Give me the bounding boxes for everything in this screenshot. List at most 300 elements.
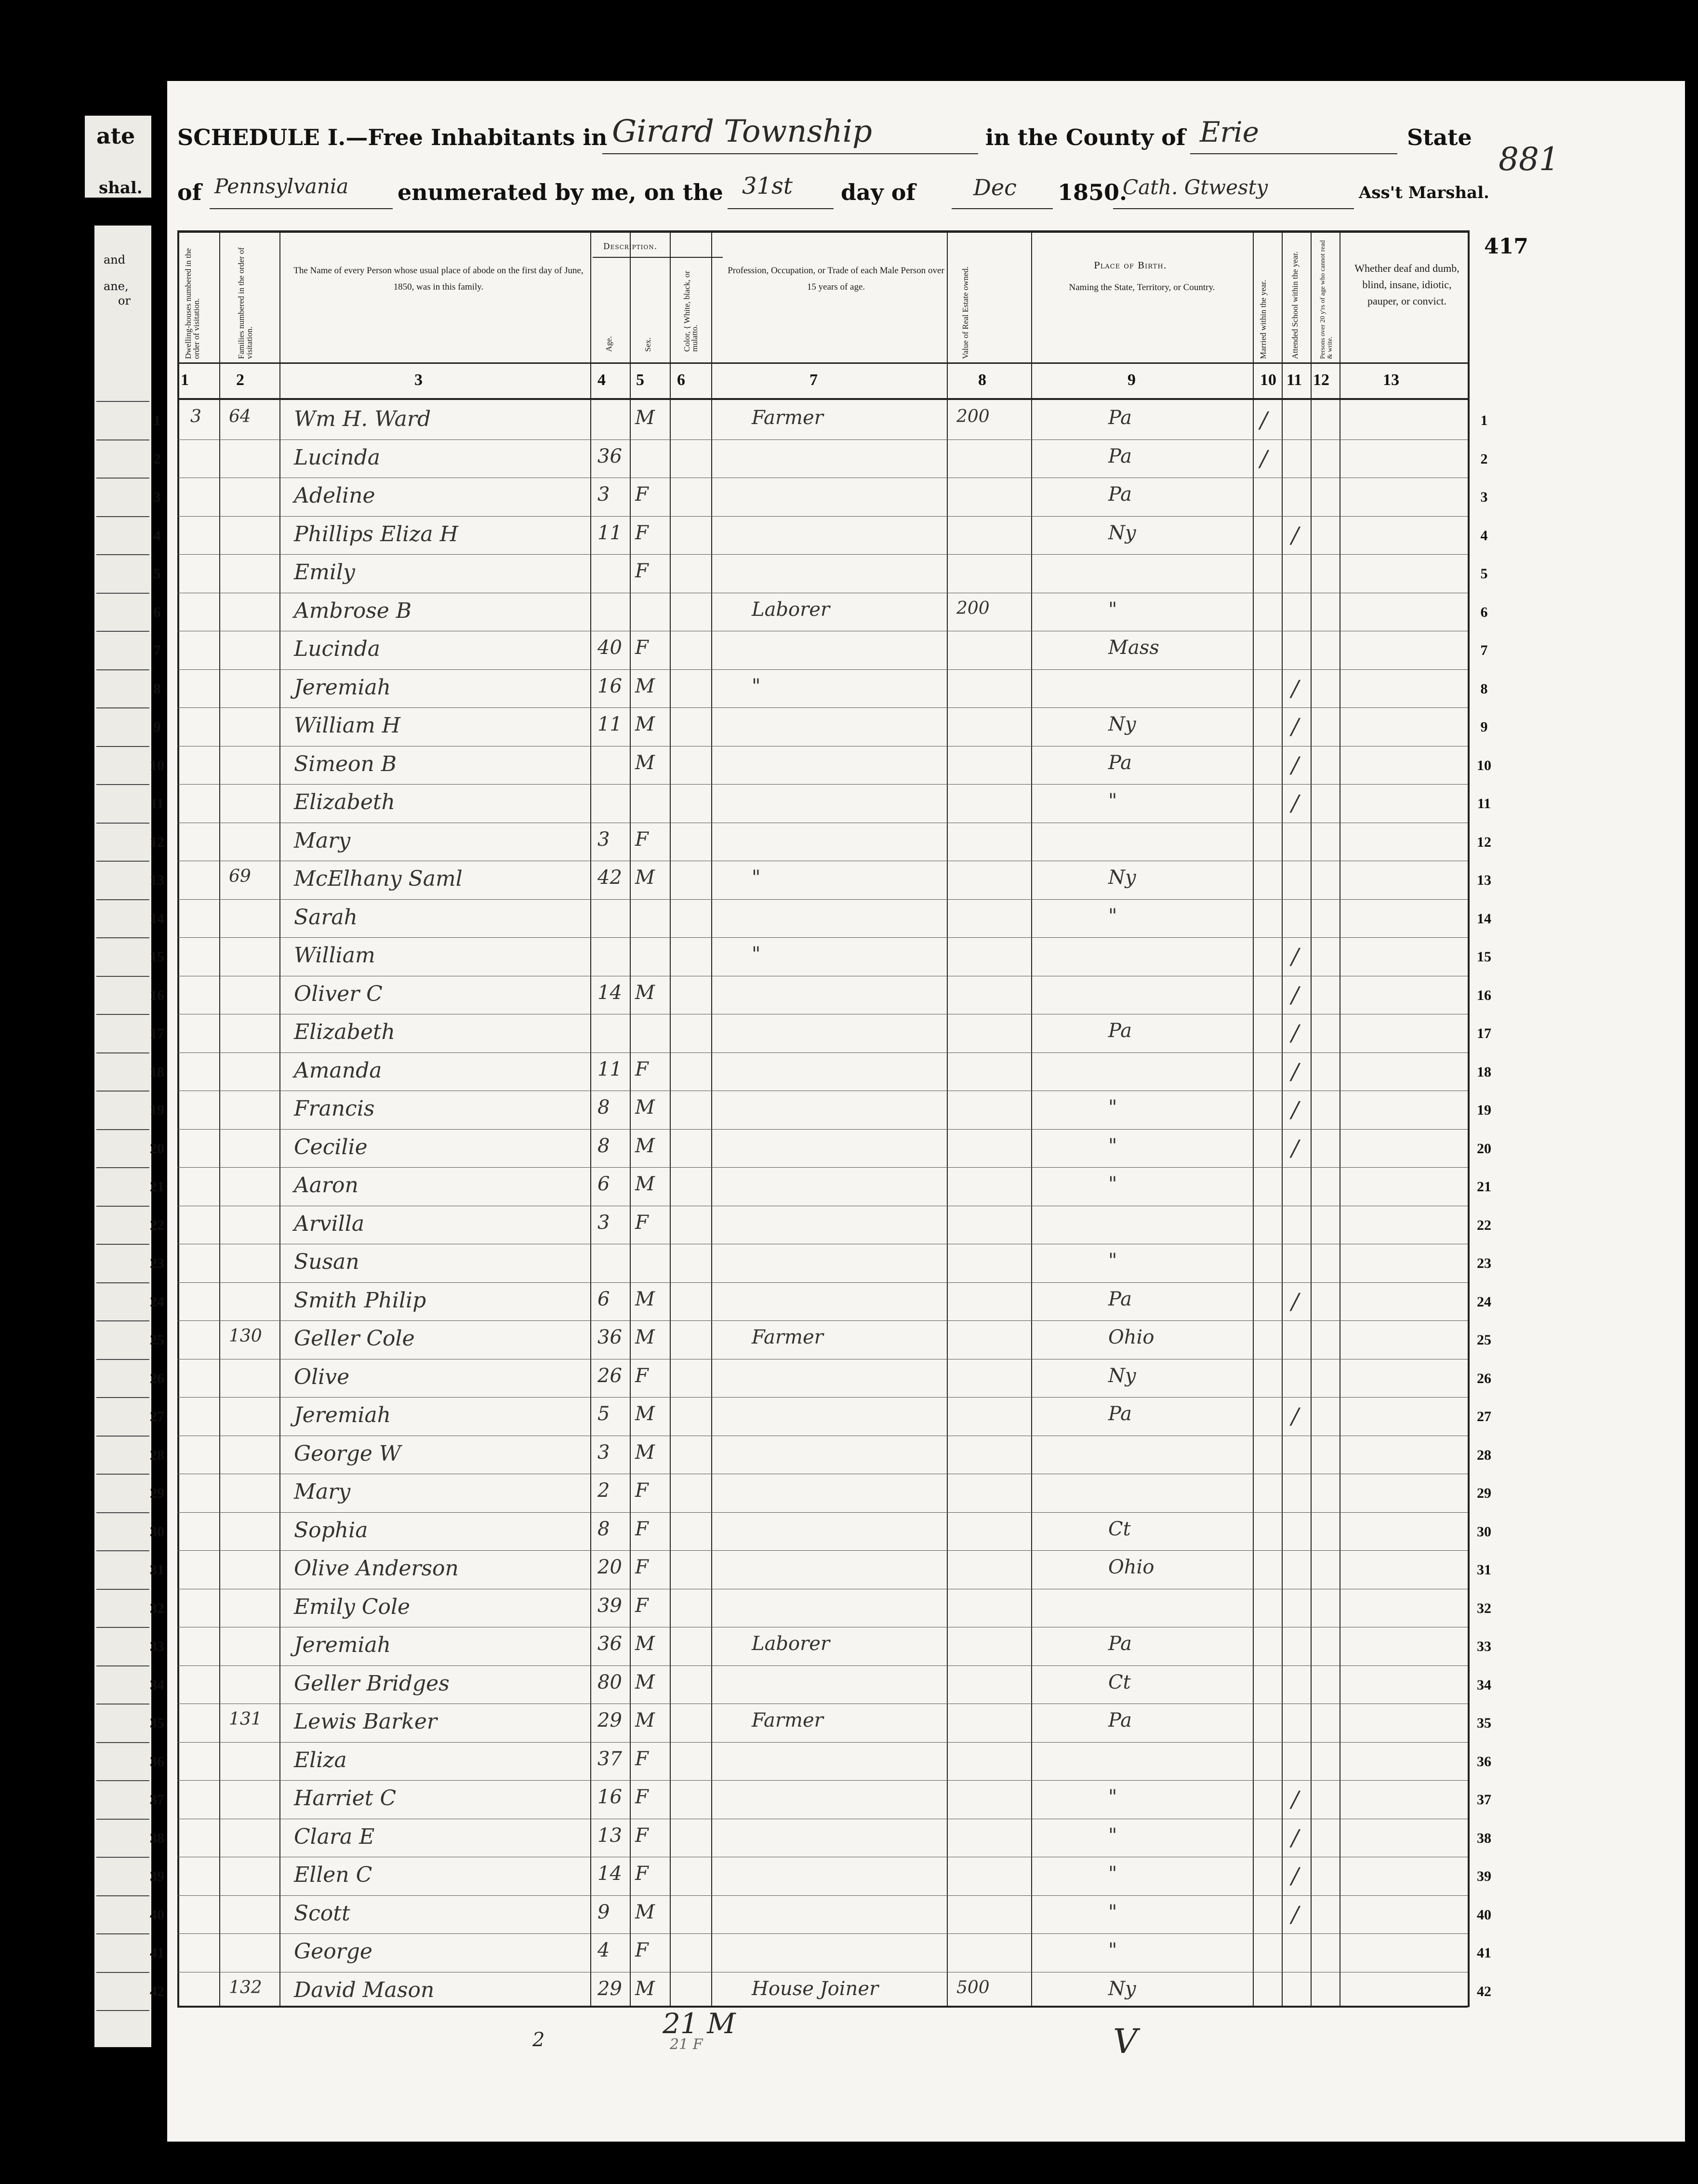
cell-birth: Ny (1108, 866, 1136, 889)
cell-sex: F (635, 1594, 649, 1617)
colnum-bottom-rule (177, 398, 1468, 400)
strip-rule (96, 1857, 149, 1858)
row-number-left: 18 (150, 1064, 164, 1080)
cell-birth: " (1108, 598, 1117, 621)
cell-name: Amanda (294, 1058, 382, 1083)
row-number-right: 16 (1477, 987, 1491, 1003)
row-number-left: 33 (150, 1638, 164, 1654)
day-label: day of (841, 179, 916, 205)
cell-name: Emily (294, 560, 355, 585)
cell-name: George W (294, 1441, 401, 1466)
cell-name: William H (294, 713, 401, 738)
cell-sex: F (635, 637, 649, 659)
left-margin-top-text: ate (96, 123, 135, 149)
cell-occupation: Farmer (752, 1709, 823, 1731)
row-number-left: 40 (150, 1906, 164, 1923)
row-rule (177, 1512, 1468, 1513)
column-rule (630, 230, 631, 2007)
row-number-left: 11 (150, 796, 164, 812)
row-rule (177, 1397, 1468, 1398)
row-rule (177, 1780, 1468, 1781)
cell-school: / (1291, 1020, 1299, 1046)
cell-occupation: " (752, 675, 761, 697)
cell-age: 36 (597, 1633, 622, 1655)
strip-rule (96, 899, 149, 900)
of-label: of (177, 179, 202, 205)
cell-birth: Pa (1108, 1709, 1132, 1731)
col-2-header: Families numbered in the order of visitation. (237, 247, 254, 359)
cell-sex: F (635, 483, 649, 506)
row-number-right: 20 (1477, 1140, 1491, 1157)
row-number-left: 22 (150, 1217, 164, 1233)
row-number-left: 36 (150, 1753, 164, 1770)
row-number-left: 9 (153, 719, 161, 735)
strip-rule (96, 1282, 149, 1283)
cell-age: 3 (597, 1211, 610, 1234)
cell-age: 14 (597, 981, 622, 1004)
cell-age: 29 (597, 1977, 622, 2000)
row-rule (177, 1933, 1468, 1934)
row-number-left: 38 (150, 1830, 164, 1846)
column-rule (590, 230, 591, 2007)
cell-age: 3 (597, 1441, 610, 1464)
col-13-header: Whether deaf and dumb, blind, insane, idiotic, pauper, or convict. (1354, 262, 1459, 307)
cell-birth: " (1108, 1863, 1117, 1885)
cell-birth: " (1108, 1824, 1117, 1847)
cell-name: Elizabeth (294, 790, 395, 814)
row-number-right: 6 (1480, 604, 1488, 620)
cell-name: Ellen C (294, 1863, 372, 1887)
row-rule (177, 1282, 1468, 1283)
row-rule (177, 1742, 1468, 1743)
strip-rule (96, 669, 149, 670)
strip-rule (96, 1014, 149, 1015)
strip-rule (96, 1933, 149, 1934)
column-number-6: 6 (677, 371, 685, 389)
row-number-left: 5 (153, 566, 161, 582)
cell-school: / (1291, 1824, 1299, 1851)
cell-age: 37 (597, 1747, 622, 1770)
row-number-left: 26 (150, 1370, 164, 1386)
cell-birth: Pa (1108, 1020, 1132, 1042)
cell-age: 16 (597, 675, 622, 697)
cell-name: Clara E (294, 1824, 375, 1849)
row-rule (177, 439, 1468, 440)
row-number-left: 12 (150, 834, 164, 850)
cell-age: 36 (597, 445, 622, 467)
cell-sex: M (635, 1288, 655, 1310)
row-number-right: 15 (1477, 949, 1491, 965)
column-number-9: 9 (1128, 371, 1136, 389)
column-number-10: 10 (1260, 371, 1276, 389)
row-number-left: 14 (150, 910, 164, 927)
cell-name: Olive Anderson (294, 1556, 459, 1581)
row-number-left: 41 (150, 1945, 164, 1961)
strip-rule (96, 516, 149, 517)
cell-sex: F (635, 828, 649, 851)
cell-name: George (294, 1939, 372, 1964)
row-number-right: 3 (1480, 489, 1488, 505)
cell-age: 2 (597, 1479, 610, 1502)
cell-school: / (1291, 1786, 1299, 1812)
strip-rule (96, 1129, 149, 1130)
row-number-right: 21 (1477, 1179, 1491, 1195)
cell-school: / (1291, 790, 1299, 816)
cell-sex: F (635, 1364, 649, 1387)
row-number-left: 7 (153, 642, 161, 658)
cell-name: Scott (294, 1901, 350, 1926)
cell-age: 20 (597, 1556, 622, 1578)
strip-rule (96, 861, 149, 862)
census-sheet (167, 81, 1685, 2142)
cell-birth: " (1108, 1786, 1117, 1808)
cell-age: 8 (597, 1518, 610, 1540)
cell-name: Mary (294, 828, 351, 853)
cell-sex: M (635, 407, 655, 429)
row-rule (177, 1129, 1468, 1130)
strip-rule (96, 478, 149, 479)
cell-sex: M (635, 1901, 655, 1923)
cell-sex: M (635, 1134, 655, 1157)
row-number-left: 29 (150, 1485, 164, 1501)
col-8-header: Value of Real Estate owned. (961, 266, 970, 359)
column-number-3: 3 (414, 371, 423, 389)
cell-name: Susan (294, 1250, 359, 1274)
cell-name: Jeremiah (294, 675, 391, 700)
cell-age: 16 (597, 1786, 622, 1808)
row-number-left: 19 (150, 1102, 164, 1118)
cell-birth: " (1108, 1901, 1117, 1923)
cell-school: / (1291, 521, 1299, 548)
row-rule (177, 1895, 1468, 1896)
row-number-right: 25 (1477, 1332, 1491, 1348)
cell-birth: " (1108, 790, 1117, 812)
row-number-left: 32 (150, 1600, 164, 1616)
row-number-left: 6 (153, 604, 161, 620)
row-number-right: 7 (1480, 642, 1488, 658)
state-field: Pennsylvania (214, 174, 349, 198)
marshal-name-field: Cath. Gtwesty (1123, 175, 1268, 199)
row-number-right: 10 (1477, 757, 1491, 773)
month-field: Dec (973, 174, 1017, 200)
cell-occupation: Laborer (752, 598, 830, 621)
strip-rule (96, 1627, 149, 1628)
day-underline (728, 208, 834, 209)
row-number-left: 15 (150, 949, 164, 965)
left-strip-text-1: and (104, 253, 126, 266)
row-rule (177, 669, 1468, 670)
cell-family: 131 (229, 1709, 262, 1729)
cell-sex: F (635, 1211, 649, 1234)
cell-sex: F (635, 1556, 649, 1578)
strip-rule (96, 1972, 149, 1973)
cell-occupation: Farmer (752, 407, 823, 429)
column-rule (1282, 230, 1283, 2007)
column-number-5: 5 (636, 371, 644, 389)
cell-sex: M (635, 981, 655, 1004)
cell-name: Aaron (294, 1173, 358, 1198)
row-number-left: 3 (153, 489, 161, 505)
row-number-right: 29 (1477, 1485, 1491, 1501)
cell-name: Olive (294, 1364, 350, 1389)
row-number-left: 10 (150, 757, 164, 773)
row-number-left: 4 (153, 527, 161, 544)
cell-name: Francis (294, 1096, 375, 1121)
cell-age: 13 (597, 1824, 622, 1847)
county-label: in the County of (985, 124, 1186, 150)
row-number-right: 12 (1477, 834, 1491, 850)
left-strip-text-3: or (118, 294, 131, 307)
table-top-rule (177, 230, 1468, 233)
column-number-8: 8 (978, 371, 986, 389)
cell-age: 36 (597, 1326, 622, 1348)
row-number-right: 2 (1480, 451, 1488, 467)
col-7-header: Profession, Occupation, or Trade of each Male Person over 15 years of age. (728, 266, 944, 292)
cell-occupation: " (752, 866, 761, 889)
row-number-right: 41 (1477, 1945, 1491, 1961)
column-number-4: 4 (597, 371, 606, 389)
row-number-left: 23 (150, 1255, 164, 1271)
row-number-right: 27 (1477, 1409, 1491, 1425)
month-underline (952, 208, 1053, 209)
cell-birth: Pa (1108, 1633, 1132, 1655)
cell-occupation: House Joiner (752, 1977, 879, 2000)
cell-sex: M (635, 866, 655, 889)
county-underline (1190, 153, 1397, 154)
year-label: 1850. (1058, 179, 1128, 205)
col-1-header: Dwelling-houses numbered in the order of visitation. (184, 248, 201, 359)
row-number-left: 13 (150, 872, 164, 888)
row-number-left: 1 (153, 413, 161, 428)
enumerated-label: enumerated by me, on the (398, 179, 723, 205)
strip-rule (96, 1167, 149, 1168)
cell-age: 11 (597, 713, 622, 735)
cell-sex: M (635, 1403, 655, 1425)
cell-birth: Ohio (1108, 1556, 1154, 1578)
row-number-left: 27 (150, 1409, 164, 1425)
row-rule (177, 1052, 1468, 1053)
row-rule (177, 1320, 1468, 1321)
row-number-right: 14 (1477, 910, 1491, 927)
cell-name: Jeremiah (294, 1403, 391, 1427)
cell-family: 69 (229, 866, 251, 886)
cell-value: 200 (956, 598, 990, 618)
township-underline (602, 153, 978, 154)
cell-birth: " (1108, 1096, 1117, 1119)
row-number-right: 32 (1477, 1600, 1491, 1616)
row-number-right: 5 (1480, 566, 1488, 582)
row-number-left: 16 (150, 987, 164, 1003)
cell-school: / (1291, 1863, 1299, 1889)
row-number-right: 34 (1477, 1677, 1491, 1693)
cell-name: Mary (294, 1479, 351, 1504)
cell-age: 39 (597, 1594, 622, 1617)
cell-birth: Ct (1108, 1518, 1131, 1540)
cell-name: Oliver C (294, 981, 383, 1006)
row-number-left: 17 (150, 1025, 164, 1041)
row-number-left: 39 (150, 1868, 164, 1884)
cell-age: 8 (597, 1134, 610, 1157)
row-number-right: 36 (1477, 1753, 1491, 1770)
row-number-right: 38 (1477, 1830, 1491, 1846)
strip-rule (96, 1589, 149, 1590)
strip-rule (96, 1819, 149, 1820)
cell-name: Ambrose B (294, 598, 412, 623)
col-3-header: The Name of every Person whose usual place of abode on the first day of June, 1850, was in this family. (293, 266, 584, 292)
color-subcolumn-rule (711, 257, 712, 363)
cell-birth: Ny (1108, 1977, 1136, 2000)
cell-sex: M (635, 1709, 655, 1731)
cell-sex: M (635, 1441, 655, 1464)
cell-name: Adeline (294, 483, 375, 508)
cell-birth: Mass (1108, 637, 1159, 659)
row-rule (177, 1167, 1468, 1168)
cell-name: Jeremiah (294, 1633, 391, 1657)
column-rule (1031, 230, 1032, 2007)
cell-name: Emily Cole (294, 1594, 411, 1619)
cell-age: 8 (597, 1096, 610, 1119)
cell-age: 3 (597, 828, 610, 851)
cell-birth: Pa (1108, 407, 1132, 429)
row-number-right: 35 (1477, 1715, 1491, 1731)
left-margin-second-text: shal. (99, 178, 143, 198)
row-number-right: 4 (1480, 527, 1488, 544)
strip-rule (96, 937, 149, 938)
row-number-right: 19 (1477, 1102, 1491, 1118)
column-rule (711, 230, 712, 2007)
cell-name: McElhany Saml (294, 866, 463, 891)
strip-rule (96, 593, 149, 594)
cell-sex: M (635, 675, 655, 697)
strip-rule (96, 823, 149, 824)
cell-birth: Pa (1108, 1403, 1132, 1425)
row-number-right: 17 (1477, 1025, 1491, 1041)
cell-school: / (1291, 751, 1299, 778)
column-rule (1311, 230, 1312, 2007)
cell-school: / (1291, 1096, 1299, 1122)
cell-birth: " (1108, 1939, 1117, 1961)
cell-age: 5 (597, 1403, 610, 1425)
strip-rule (96, 1244, 149, 1245)
row-number-right: 31 (1477, 1562, 1491, 1578)
strip-rule (96, 784, 149, 785)
cell-sex: M (635, 751, 655, 774)
strip-rule (96, 401, 149, 402)
cell-name: Simeon B (294, 751, 397, 776)
cell-sex: M (635, 1096, 655, 1119)
cell-family: 64 (229, 407, 251, 426)
strip-rule (96, 1052, 149, 1053)
row-number-left: 30 (150, 1523, 164, 1540)
cell-birth: Ct (1108, 1671, 1131, 1693)
cell-name: Lewis Barker (294, 1709, 437, 1734)
row-number-right: 37 (1477, 1792, 1491, 1808)
cell-birth: Ny (1108, 713, 1136, 735)
table-bottom-rule (177, 2006, 1468, 2008)
cell-age: 26 (597, 1364, 622, 1387)
cell-name: Geller Cole (294, 1326, 415, 1351)
cell-sex: M (635, 1671, 655, 1693)
col-6-header: Color, { White, black, or mulatto. (682, 270, 699, 352)
cell-school: / (1291, 943, 1299, 969)
cell-birth: Ny (1108, 1364, 1136, 1387)
cell-birth: Pa (1108, 445, 1132, 467)
page-number: 417 (1484, 234, 1528, 259)
row-rule (177, 516, 1468, 517)
row-rule (177, 937, 1468, 938)
strip-rule (96, 554, 149, 555)
footer-tally-2: 21 F (670, 2036, 703, 2053)
strip-rule (96, 1742, 149, 1743)
row-rule (177, 707, 1468, 708)
cell-sex: F (635, 1747, 649, 1770)
row-number-left: 21 (150, 1179, 164, 1195)
strip-rule (96, 439, 149, 440)
row-number-left: 25 (150, 1332, 164, 1348)
strip-rule (96, 1780, 149, 1781)
description-group-header: Description. (603, 242, 658, 252)
strip-rule (96, 1895, 149, 1896)
footer-mark-left: 2 (532, 2029, 545, 2051)
row-number-left: 2 (153, 451, 161, 467)
day-field: 31st (742, 173, 793, 200)
state-underline (210, 208, 393, 209)
col-5-header: Sex. (643, 337, 652, 352)
strip-rule (96, 1397, 149, 1398)
cell-occupation: Laborer (752, 1633, 830, 1655)
cell-sex: F (635, 1058, 649, 1080)
strip-rule (96, 2010, 149, 2011)
cell-birth: Ny (1108, 521, 1136, 544)
header-bottom-rule (177, 362, 1468, 364)
cell-sex: F (635, 1939, 649, 1961)
col-11-header: Attended School within the year. (1290, 251, 1300, 359)
cell-occupation: Farmer (752, 1326, 823, 1348)
cell-sex: M (635, 713, 655, 735)
schedule-title: SCHEDULE I.—Free Inhabitants in (177, 124, 608, 150)
cell-school: / (1291, 713, 1299, 739)
cell-school: / (1291, 981, 1299, 1008)
cell-name: Eliza (294, 1747, 347, 1772)
row-number-right: 26 (1477, 1370, 1491, 1386)
cell-sex: M (635, 1173, 655, 1195)
place-of-birth-header: Place of Birth. (1094, 260, 1167, 271)
row-number-left: 35 (150, 1715, 164, 1731)
row-number-left: 34 (150, 1677, 164, 1693)
column-number-2: 2 (236, 371, 244, 389)
cell-school: / (1291, 1288, 1299, 1314)
cell-age: 40 (597, 637, 622, 659)
cell-value: 500 (956, 1977, 990, 1998)
strip-rule (96, 1091, 149, 1092)
marshal-underline (1113, 208, 1354, 209)
row-number-right: 24 (1477, 1293, 1491, 1310)
cell-sex: M (635, 1977, 655, 2000)
strip-rule (96, 1436, 149, 1437)
county-field: Erie (1200, 116, 1259, 148)
cell-birth: " (1108, 1134, 1117, 1157)
row-number-right: 28 (1477, 1447, 1491, 1463)
cell-birth: Pa (1108, 483, 1132, 506)
footer-tally: 21 M (663, 2007, 736, 2040)
col-12-header: Persons over 20 y'rs of age who cannot read & write. (1319, 240, 1334, 359)
column-rule (670, 230, 671, 2007)
cell-school: / (1291, 1901, 1299, 1927)
strip-rule (96, 1474, 149, 1475)
row-number-right: 9 (1480, 719, 1488, 735)
cell-name: Cecilie (294, 1134, 368, 1159)
cell-age: 11 (597, 521, 622, 544)
